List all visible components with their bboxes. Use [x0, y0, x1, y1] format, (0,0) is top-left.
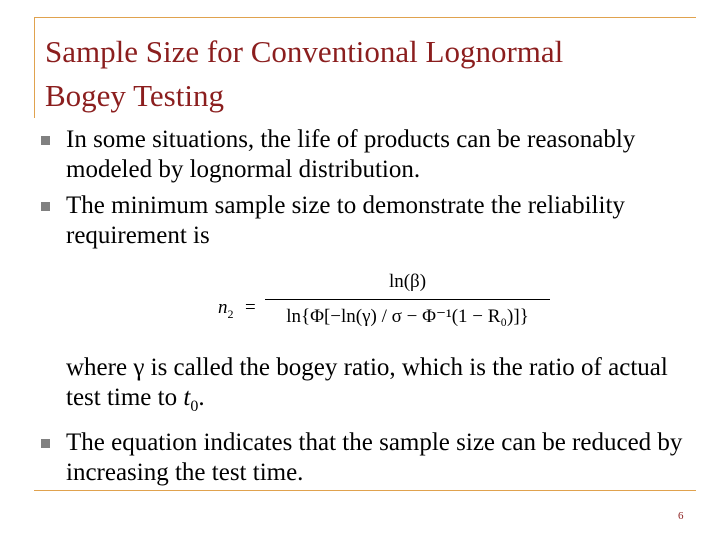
bullet-item-2 [38, 191, 698, 251]
bullet-item-1 [38, 125, 698, 185]
square-bullet-icon [41, 136, 50, 145]
fraction-bar [265, 299, 550, 300]
square-bullet-icon [41, 202, 50, 211]
formula-lhs-var: n [218, 297, 228, 318]
square-bullet-icon [41, 439, 50, 448]
left-accent-rule [34, 17, 35, 118]
formula-denominator: ln{Φ[−ln(γ) / σ − Φ⁻¹(1 − R₀)]} [286, 306, 529, 327]
bullet-text-3: The equation indicates that the sample size can be reduced by increasing the test time. [66, 429, 683, 486]
slide-title [45, 30, 563, 118]
continuation-end: . [198, 384, 205, 411]
continuation-text: where γ is called the bogey ratio, which is the ratio of actual test time to [66, 354, 668, 411]
top-accent-rule [34, 17, 696, 18]
bottom-accent-rule [34, 490, 696, 491]
page-number: 6 [678, 510, 684, 522]
bullet-text-1: In some situations, the life of products can be reasonably modeled by lognormal distribution. [66, 126, 636, 183]
slide-title-line-1: Sample Size for Conventional Lognormal [45, 34, 564, 69]
bullet-2-continuation [38, 353, 698, 422]
formula-equals: = [245, 297, 256, 318]
bullet-text-2: The minimum sample size to demonstrate the reliability requirement is [66, 192, 625, 249]
bullet-item-3 [38, 428, 698, 488]
bullet-list [38, 125, 698, 494]
formula-lhs-subscript: 2 [227, 306, 234, 321]
formula-numerator: ln(β) [388, 271, 427, 292]
slide-title-line-2: Bogey Testing [45, 78, 224, 113]
continuation-subscript: 0 [190, 398, 199, 415]
sample-size-formula [38, 257, 698, 353]
formula-lhs [218, 293, 234, 329]
continuation-variable: t [183, 384, 191, 411]
